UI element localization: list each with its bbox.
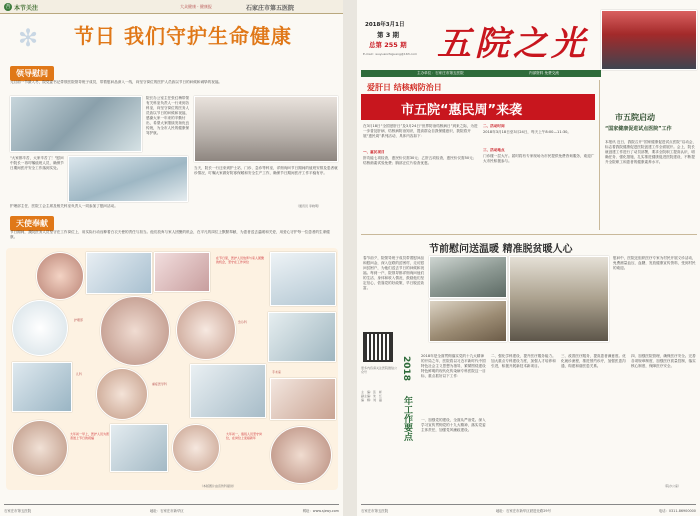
angel-caption-2: 护理部 bbox=[74, 318, 84, 322]
angel-caption-7: 大年初一早上，医护人员为患者送上节日的祝福 bbox=[70, 432, 110, 440]
angel-photo-11 bbox=[190, 364, 266, 418]
right-footer-address: 地址：石家庄市新华区跃进北路29号 bbox=[495, 509, 551, 513]
work-point-1: 一、加强党的建设，全面从严治党。深入学习宣传贯彻党的十九大精神，落实党委主体责任，加强党风廉政建设。 bbox=[421, 418, 486, 432]
right-footer bbox=[361, 504, 696, 516]
issue-number: 第 3 期 bbox=[377, 31, 400, 39]
angel-photo-10 bbox=[96, 368, 148, 420]
left-footer bbox=[4, 504, 339, 516]
issue-total: 总第 255 期 bbox=[369, 41, 407, 49]
leader-visit-photo-3 bbox=[68, 156, 188, 202]
staff-list bbox=[361, 390, 397, 402]
poor-photo-1 bbox=[429, 256, 507, 298]
staff-label-1: 主 编： bbox=[361, 390, 374, 394]
feature-sub-1: 一、惠民项目 bbox=[363, 150, 385, 154]
work-point-3: 三、改善医疗服务，提高患者满意度。优化就诊流程，推进预约诊疗，加强医患沟通，构建和谐医患关系。 bbox=[561, 354, 626, 368]
partner-logos: 大众健康 · 健康报 bbox=[180, 4, 212, 9]
feature-kicker: 爱肝日 结核病防治日 bbox=[367, 83, 442, 92]
leader-visit-photo-1 bbox=[10, 96, 142, 152]
snowflake-icon: ✻ bbox=[18, 24, 39, 52]
angel-intro: 节日期间，我院医务人员坚守在工作岗位上，用实际行动诠释着白衣天使的责任与担当。他们放弃与家人团聚的机会，在平凡的岗位上默默奉献，为患者送去温暖和关爱，用爱心守护每一位患者的生命健康。 bbox=[10, 230, 330, 239]
leader-visit-intro: 元旦前一节最入冬，院党委书记带领医院领导班子成员，带着慰问品深入一线，向坚守岗位的医护人员致以节日的问候和诚挚的祝福。 bbox=[10, 80, 223, 84]
work-point-2: 二、强化学科建设，提升医疗服务能力。加大重点专科建设力度，加强人才培养和引进，积极开展新技术新项目。 bbox=[491, 354, 556, 368]
angel-photo-credit: （本版图片由宣传科提供） bbox=[200, 484, 237, 488]
staff-name-2: 朱 红 bbox=[373, 394, 383, 398]
leader-visit-body-2: 当天，院长一行还来到护士站、门诊、急诊等科室，详细询问节日期间的值班安排及患者就诊情况，叮嘱大家做好防寒保暖和安全生产工作，确保节日期间医疗工作平稳有序。 bbox=[194, 166, 338, 175]
column-divider bbox=[599, 80, 600, 230]
staff-row-3 bbox=[361, 398, 397, 402]
angel-photo-6 bbox=[100, 296, 170, 366]
staff-name-1: 张 彬 bbox=[373, 390, 383, 394]
poor-photo-3 bbox=[509, 256, 609, 342]
feature-body-3: 2018年3月18日至3月24日，每天上午8:00—11:30。 bbox=[483, 130, 572, 134]
left-footer-address: 地址：石家庄市新华区 bbox=[149, 509, 184, 513]
left-footer-name: 石家庄市第五医院 bbox=[4, 509, 32, 513]
feature-sub-3: 三、活动地点 bbox=[483, 148, 505, 152]
leader-visit-photo-2 bbox=[194, 96, 338, 162]
qr-code[interactable] bbox=[363, 332, 393, 362]
angel-caption-3: 急诊科 bbox=[238, 320, 248, 324]
leader-visit-body-1: 院长办公室主任张红梅带领有关科室负责人一行来到各科室，向坚守岗位的医务人员致以节日的问候和祝福，感谢大家一年来的辛勤付出，希望大家继续发扬优良传统，为全市人民的健康保驾护航。 bbox=[146, 96, 190, 135]
left-footer-website: 网址：www.sjzwy.com bbox=[302, 509, 339, 513]
work-year: 2018 bbox=[401, 356, 411, 382]
leader-visit-body-3: 护理部主任、医院工会主席及相关科室负责人一同参加了慰问活动。 bbox=[10, 204, 118, 208]
issue-date: 2018年3月1日 bbox=[365, 22, 405, 28]
leader-visit-credit: （通讯员 李晓明） bbox=[296, 204, 321, 208]
angel-photo-9 bbox=[12, 362, 72, 412]
angel-caption-4: 儿科 bbox=[76, 372, 83, 376]
leader-visit-quote: "大家都辛苦，大家辛苦了！"慰问中院长一再叮嘱值班人员，确保节日期间医疗安全工作落到实处。 bbox=[10, 156, 64, 170]
angel-caption-1: 在节日里，医护人员放弃与家人团聚的机会，坚守在工作岗位 bbox=[216, 256, 265, 264]
angel-photo-16 bbox=[270, 426, 332, 484]
angel-photo-3 bbox=[154, 252, 210, 292]
right-footer-phone: 电话：0311-86900000 bbox=[658, 509, 696, 513]
poor-title: 节前慰问送温暖 精准脱贫暖人心 bbox=[429, 244, 573, 255]
work-intro: 2018年是全面贯彻落实党的十九大精神的开局之年，医院将以习近平新时代中国特色社会主义思想为指导，紧紧围绕建设特色鲜明的现代化传染病专科医院这一目标，重点抓好以下工作： bbox=[421, 354, 486, 378]
angel-photo-7 bbox=[176, 300, 236, 360]
poor-body-2: 慰问中，医院还组织医疗专家为村民开展义诊活动，免费测量血压、血糖，发放健康宣传资料，受到村民的欢迎。 bbox=[613, 256, 696, 270]
angel-photo-5 bbox=[12, 300, 68, 356]
angel-caption-8: 大年初一，值班人员坚守岗位，在岗位上迎接新年 bbox=[226, 432, 263, 440]
side-body: 本报讯 近日，我院召开“国家健康促进试点医院”启动会，标志着我院健康促进医院创建工作全面展开。会上，院长就创建工作进行了动员部署，要求全院职工提高认识、明确任务、强化措施，扎实推进健康促进医院建设，不断提升全院职工和患者的健康素养水平。 bbox=[605, 140, 697, 164]
right-newspaper-page bbox=[357, 0, 700, 516]
work-title: 年工作要点 bbox=[402, 396, 412, 441]
feature-body: 在3月18日“全国爱肝日”及3月24日“世界防治结核病日”到来之际，为进一步普及肝病、结核病防治知识，提高群众自我保健意识，我院将开展“惠民周”系列活动，具体内容如下： bbox=[363, 124, 478, 138]
angel-photo-15 bbox=[172, 424, 220, 472]
poor-body: 春节前夕，院领导班子成员带着慰问品和慰问金，深入包联的贫困村，走访慰问贫困户，为他们送去节日的问候和祝福。每到一户，院领导都详细询问他们的生活、身体和收入情况，鼓励他们坚定信心，依靠党的好政策，早日脱贫致富。 bbox=[363, 256, 425, 290]
masthead-title: 五院之光 bbox=[437, 24, 589, 64]
qr-caption: 更多内容请关注医院微信公众号 bbox=[361, 366, 398, 374]
feature-body-4: 门诊楼一层大厅。届时将有专家现场为市民提供免费咨询服务，欢迎广大市民积极参与。 bbox=[483, 154, 595, 163]
issue-email: E-mail：wuyuanzhiguang@163.com bbox=[363, 52, 418, 56]
section-divider bbox=[361, 234, 697, 235]
banner-sponsor: 主办单位：石家庄市第五医院 bbox=[417, 71, 464, 75]
hospital-logo-text: 石家庄市第五医院 bbox=[246, 5, 295, 12]
angel-photo-8 bbox=[268, 312, 336, 362]
angel-photo-14 bbox=[110, 424, 168, 472]
feature-sub-2: 二、活动时间 bbox=[483, 124, 505, 128]
feature-body-2: 肝功能七项检查，惠民价仅需30元；乙肝五项检查，惠民价仅需50元；结核菌素试验免费；胸部正位片检查优惠。 bbox=[363, 156, 477, 165]
work-credit: （院办公室） bbox=[663, 484, 682, 488]
angel-photo-2 bbox=[86, 252, 152, 294]
feature-title: 市五院“惠民周”来袭 bbox=[401, 103, 523, 118]
banner-note: 内部资料 免费交流 bbox=[529, 71, 559, 75]
angel-photo-13 bbox=[12, 420, 68, 476]
staff-name-3: 刘 磊 bbox=[373, 398, 383, 402]
section-label: 本节关注 bbox=[14, 5, 39, 12]
angel-heading: 天使奉献 bbox=[10, 216, 54, 231]
poor-photo-2 bbox=[429, 300, 507, 342]
angel-caption-6: 手术室 bbox=[272, 370, 282, 374]
masthead-banner bbox=[361, 70, 601, 77]
staff-label-2: 副主编： bbox=[361, 394, 374, 398]
left-header bbox=[0, 0, 343, 14]
work-point-4: 四、加强医院管理，确保医疗安全。完善各项规章制度，加强医疗质量控制，落实核心制度，保障医疗安全。 bbox=[631, 354, 696, 368]
staff-label-3: 编 辑： bbox=[361, 398, 374, 402]
section-icon: 杏 bbox=[5, 4, 11, 10]
leader-visit-heading: 领导慰问 bbox=[10, 66, 54, 81]
right-footer-name: 石家庄市第五医院 bbox=[361, 509, 389, 513]
angel-photo-4 bbox=[270, 252, 336, 306]
side-subtitle: “国家健康促进试点医院”工作 bbox=[605, 126, 672, 132]
page-title: 节日 我们守护生命健康 bbox=[74, 24, 292, 48]
masthead-photo bbox=[601, 10, 697, 70]
angel-caption-5: 重症医学科 bbox=[152, 382, 168, 386]
left-newspaper-page bbox=[0, 0, 343, 516]
angel-photo-1 bbox=[36, 252, 84, 300]
side-title: 市五院启动 bbox=[615, 113, 655, 122]
angel-photo-12 bbox=[270, 378, 336, 420]
